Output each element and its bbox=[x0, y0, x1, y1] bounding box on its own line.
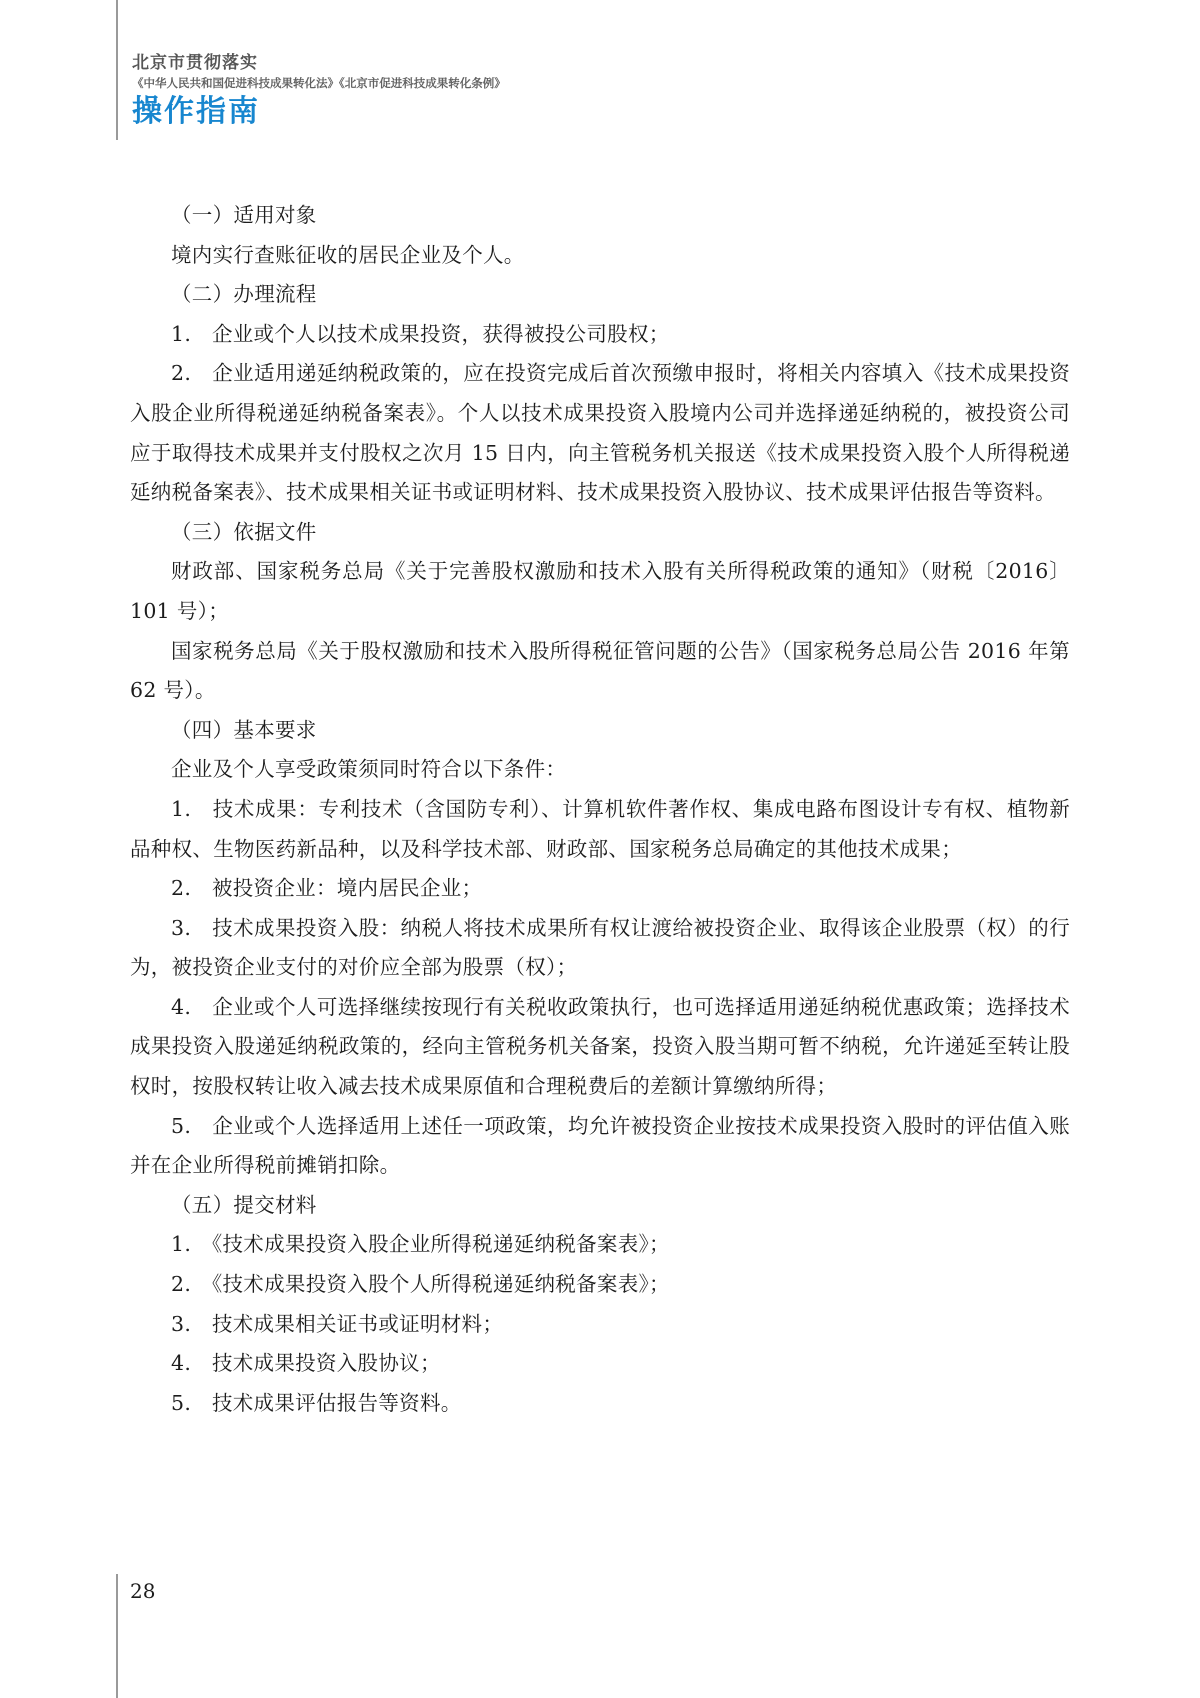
section-heading-2: （二）办理流程 bbox=[171, 282, 317, 307]
list-item: 3. 技术成果相关证书或证明材料； bbox=[171, 1311, 504, 1336]
page-number: 28 bbox=[130, 1579, 156, 1603]
header-line-1: 北京市贯彻落实 bbox=[132, 53, 258, 73]
list-item: 5. 企业或个人选择适用上述任一项政策，均允许被投资企业按技术成果投资入股时的评估值入账并在企业所得税前摊销扣除。 bbox=[130, 1113, 1070, 1178]
list-item: 3. 技术成果投资入股：纳税人将技术成果所有权让渡给被投资企业、取得该企业股票（权）的行为，被投资企业支付的对价应全部为股票（权）； bbox=[130, 915, 1070, 980]
list-item: 5. 技术成果评估报告等资料。 bbox=[171, 1390, 462, 1415]
paragraph: 企业及个人享受政策须同时符合以下条件： bbox=[171, 757, 567, 782]
paragraph: 财政部、国家税务总局《关于完善股权激励和技术入股有关所得税政策的通知》（财税〔2016〕101 号）； bbox=[130, 559, 1070, 623]
paragraph: 境内实行查账征收的居民企业及个人。 bbox=[171, 242, 525, 267]
page-header bbox=[132, 52, 832, 131]
section-heading-5: （五）提交材料 bbox=[171, 1192, 317, 1217]
header-title: 操作指南 bbox=[132, 94, 260, 129]
list-item: 4. 企业或个人可选择继续按现行有关税收政策执行，也可选择适用递延纳税优惠政策；选择技术成果投资入股递延纳税政策的，经向主管税务机关备案，投资入股当期可暂不纳税，允许递延至转让股权时，按股权转让收入减去技术成果原值和合理税费后的差额计算缴纳所得； bbox=[130, 994, 1070, 1099]
section-heading-4: （四）基本要求 bbox=[171, 717, 317, 742]
body-text bbox=[130, 196, 1070, 1423]
list-item: 2. 被投资企业：境内居民企业； bbox=[171, 876, 483, 901]
header-line-2: 《中华人民共和国促进科技成果转化法》《北京市促进科技成果转化条例》 bbox=[132, 76, 506, 90]
header-vertical-rule bbox=[116, 0, 118, 140]
paragraph: 国家税务总局《关于股权激励和技术入股所得税征管问题的公告》（国家税务总局公告 2016 年第 62 号）。 bbox=[130, 638, 1070, 703]
list-item: 2. 《技术成果投资入股个人所得税递延纳税备案表》； bbox=[171, 1272, 670, 1297]
list-item: 1. 企业或个人以技术成果投资，获得被投公司股权； bbox=[171, 321, 670, 346]
footer-vertical-rule bbox=[116, 1574, 118, 1698]
list-item: 4. 技术成果投资入股协议； bbox=[171, 1351, 441, 1376]
list-item: 1. 《技术成果投资入股企业所得税递延纳税备案表》； bbox=[171, 1232, 670, 1257]
section-heading-1: （一）适用对象 bbox=[171, 203, 317, 227]
list-item: 2. 企业适用递延纳税政策的，应在投资完成后首次预缴申报时，将相关内容填入《技术成果投资入股企业所得税递延纳税备案表》。个人以技术成果投资入股境内公司并选择递延纳税的，被投资公司应于取得技术成果并支付股权之次月 15 日内，向主管税务机关报送《技术成果投资入股个人所得税递延纳税备案表》、技术成果相关证书或证明材料、技术成果投资入股协议、技术成果评估报告等资料。 bbox=[130, 361, 1070, 505]
section-heading-3: （三）依据文件 bbox=[171, 519, 317, 544]
list-item: 1. 技术成果：专利技术（含国防专利）、计算机软件著作权、集成电路布图设计专有权、植物新品种权、生物医药新品种，以及科学技术部、财政部、国家税务总局确定的其他技术成果； bbox=[130, 796, 1070, 861]
